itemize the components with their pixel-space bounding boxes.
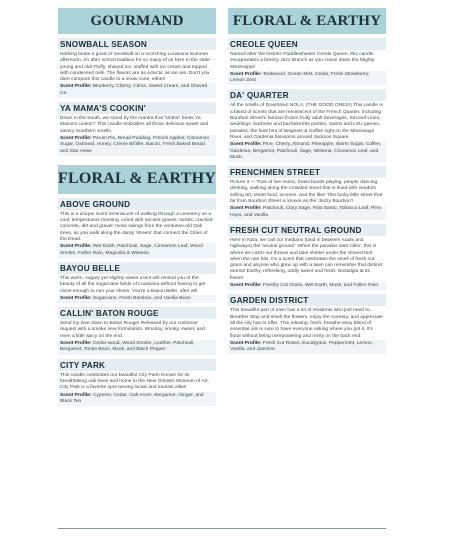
section-above-ground	[58, 198, 216, 258]
scent-profile-label: Scent Profile:	[230, 283, 262, 289]
scent-profile-label: Scent Profile:	[60, 392, 92, 398]
right-column	[228, 8, 386, 354]
gourmand-banner: GOURMAND	[58, 8, 216, 34]
scent-profile-label: Scent Profile:	[60, 341, 92, 347]
scent-profile-text: Freshly Cut Grass, Wet Earth, Musk, and Fallen Rain	[262, 283, 379, 289]
section-title: CITY PARK	[58, 359, 216, 371]
section-description: This candle celebrates our beautiful City Park! Known for its breathtaking oak trees and home to the New Orleans Museum of Art, City Park is a favorite spot among locals and tourists alike!	[60, 372, 209, 391]
scent-profile	[58, 83, 216, 98]
section-callin-baton-rouge	[58, 307, 216, 354]
section-bayou-belle	[58, 262, 216, 303]
section-description: This beautiful part of town has a lot of residents who just need to.. Breathe! Stop and smell the flowers, enjoy the scenery, and appreciate all the city has to offer. This relaxing, fresh, breathe-easy blend of essential oils is sure to have everyone asking where you got it. It's floral without being overpowering and minty on the back end.	[230, 308, 383, 339]
section-title: CREOLE QUEEN	[228, 38, 386, 50]
section-description: Nothing beats a good ol' snowball on a scorching Louisiana Summer afternoon. An after school tradition for so many of us here in the state - young and old! Fluffy, shaved ice, stuffed with ice cream and topped with condensed milk. The flavors are as eclectic as we are. Don't you dare compare this candle to a snow cone, either!	[60, 52, 213, 83]
scent-profile-text: Fresh Cut Roses, Eucalyptus, Peppermint, Lemon, Vanilla, and Jasmine	[230, 340, 373, 353]
section-title: CALLIN' BATON ROUGE	[58, 307, 216, 319]
floral-earthy-banner: FLORAL & EARTHY	[228, 8, 386, 34]
section-fresh-cut-neutral-ground	[228, 224, 386, 290]
scent-profile-label: Scent Profile:	[230, 206, 262, 212]
section-title: ABOVE GROUND	[58, 198, 216, 210]
scent-profile-text: Sugarcane, Fresh Bamboo, and Vanilla Bean	[92, 295, 191, 301]
section-description: Named after the historic Paddlewheeler Creole Queen, this candle encapsulates a breezy Jazz Brunch as you cruise down the Mighty Mississippi!	[230, 52, 375, 70]
section-title: GARDEN DISTRICT	[228, 294, 386, 306]
section-description: Down in the South, we stand by the mantra that 'Nothin' beats Ya Mama's cookin'!' This candle embodies all those delicious sweet and savory Southern smells.	[60, 116, 209, 134]
footer-divider	[58, 528, 386, 529]
section-title: FRENCHMEN STREET	[228, 166, 386, 178]
scent-profile-text: Teakwood, Ocean Mist, Cedar, Fresh Strawberry, Lemon Zest	[230, 71, 370, 84]
scent-profile	[58, 135, 216, 156]
section-description: Picture it — Tons of live music, brass bands playing, people dancing, drinking, walking along the crowded street that is lined with vendors selling art, street food, incense, and the like! This funky little street that far from Bourbon Street is known as the 'Jazzy Bourbon'!	[230, 180, 383, 205]
section-description: All the smells of Downtown NOLA, (THE GOOD ONES!) This candle is a blend of scents that are reminiscent of the French Quarter, including Bourbon Street's famous frozen fruity adult beverages, Second Lines, weddings, bachelor and bachelorette parties, Saints and LSU games, parades, the faint hint of Beignets & Coffee right on the Mississippi River, and Gardenia blossoms around Jackson Square.	[230, 103, 383, 140]
section-description: This is a unique scent reminiscent of walking through a cemetery on a cool, tempestuous morning. Lined with ancient graves, tombs, cracked concrete, dirt and gravel; moss swings from the centuries-old Oak trees, as you walk along the damp 'streets' that connect the Cities of the Dead.	[60, 211, 213, 243]
section-title: YA MAMA'S COOKIN'	[58, 102, 216, 114]
scent-profile-text: Blueberry, Cherry, Citrus, Sweet Cream, and Shaved Ice	[60, 84, 208, 96]
floral-earthy-banner: FLORAL & EARTHY	[58, 165, 216, 194]
scent-profile	[228, 340, 386, 355]
section-garden-district	[228, 294, 386, 354]
scent-profile-label: Scent Profile:	[60, 135, 92, 141]
section-frenchmen-street	[228, 166, 386, 220]
scent-profile	[58, 392, 216, 407]
scent-profile-label: Scent Profile:	[60, 295, 92, 301]
section-title: SNOWBALL SEASON	[58, 38, 216, 50]
scent-profile-label: Scent Profile:	[230, 71, 262, 77]
scent-profile-text: Wet Earth, Patchouli, Sage, Cinnamon Leaf, Wood Smoke, Fallen Rain, Magnolia & Wisteria	[60, 244, 203, 256]
left-column	[58, 8, 216, 406]
scent-profile	[58, 340, 216, 355]
scent-profile	[58, 295, 216, 303]
section-ya-mamas-cookin	[58, 102, 216, 156]
scent-profile-text: Pine, Cherry, Almond, Pineapple, Warm Sugar, Coffee, Gardenia, Bergamot, Patchouli, Sage, Wisteria, Cinnamon Leaf, and Musk.	[230, 142, 382, 160]
scent-profile-text: Cedar-wood, Wood Smoke, Leather, Patchouli, Bergamot, Tonka Bean, Musk, and Black Pepper	[60, 341, 195, 353]
section-creole-queen	[228, 38, 386, 85]
section-title: DA' QUARTER	[228, 89, 386, 101]
scent-profile-label: Scent Profile:	[230, 340, 262, 346]
scent-profile	[228, 141, 386, 162]
section-title: FRESH CUT NEUTRAL GROUND	[228, 224, 386, 236]
scent-profile	[228, 71, 386, 86]
scent-profile-label: Scent Profile:	[60, 244, 92, 250]
section-da-quarter	[228, 89, 386, 162]
scent-profile-label: Scent Profile:	[230, 142, 262, 148]
section-description: Send my love down to Baton Rouge! Released by our customer request with a smoke new formulation. Woodsy, smoky, sweet, and even a little spicy on the end.	[60, 321, 205, 339]
section-snowball-season	[58, 38, 216, 98]
section-description: Here in Nola, we call our medians (land in between roads and highways) the 'neutral ground.' When the parades start rollin', this is where we catch our throws and take shelter under the closest tent when the rain hits. It's a scent that celebrates the smell of fresh cut grass and anyone who grew up with a lawn can remember that distinct aroma! Earthy, refreshing, oddly sweet and fresh. Nostalgia at its finest!	[230, 237, 383, 281]
section-city-park	[58, 359, 216, 406]
scent-profile	[228, 205, 386, 220]
scent-profile-text: Cypress, Cedar, Oak-moss, Bergamot, Ginger, and Black Tea	[60, 392, 204, 404]
scent-profile-text: Patchouli, Clary Sage, Palo Santo, Tobacco Leaf, Pine, Hops, and Vanilla	[230, 206, 383, 218]
scent-profile-text: Pecan Pie, Bread Pudding, French Apples, Cinnamon Sugar, Oatmeal, Honey, Crème Brûlée, Bacon, Fresh Baked Bread and Star Anise	[60, 135, 210, 154]
scent-profile	[58, 243, 216, 258]
section-description: This warm, sugary yet slightly sweet scent will remind you of the beauty of all the sugarcane fields of Louisiana without having to get close enough to ruin your shoes. You're a Bayou Belle, after all!	[60, 275, 206, 294]
scent-profile-label: Scent Profile:	[60, 84, 92, 90]
section-title: BAYOU BELLE	[58, 262, 216, 274]
scent-profile	[228, 282, 386, 290]
